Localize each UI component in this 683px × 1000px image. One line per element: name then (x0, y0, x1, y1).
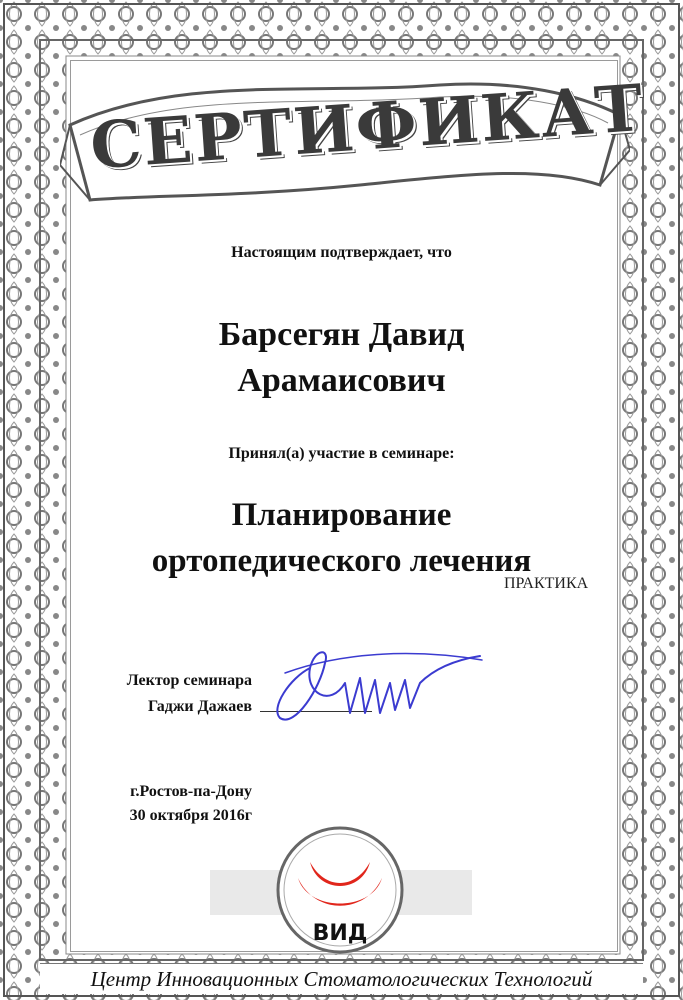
lecturer-name: Гаджи Дажаев (147, 698, 252, 715)
handwritten-signature (250, 638, 490, 728)
city: г.Ростов-па-Дону (130, 783, 252, 800)
lecturer-block (92, 668, 252, 720)
place-date-block (92, 780, 252, 828)
seminar-type: ПРАКТИКА (504, 575, 589, 592)
certificate-title: СЕРТИФИКАТ (87, 70, 647, 185)
recipient-surname-firstname: Барсегян Давид (218, 316, 465, 353)
recipient-patronymic: Арамаисович (237, 362, 446, 399)
recipient-name (0, 312, 683, 404)
seminar-title (0, 492, 683, 584)
footer-organization: Центр Инновационных Стоматологических Технологий (40, 963, 643, 994)
issue-date: 30 октября 2016г (129, 807, 252, 824)
confirmation-text: Настоящим подтверждает, что (231, 244, 452, 261)
seminar-title-line2: ортопедического лечения (151, 543, 532, 579)
seminar-title-line1: Планирование (231, 497, 452, 533)
lecturer-label: Лектор семинара (126, 672, 252, 689)
vid-logo (270, 820, 410, 960)
logo-text: ВИД (312, 921, 368, 946)
participation-text: Принял(а) участие в семинаре: (228, 445, 455, 462)
